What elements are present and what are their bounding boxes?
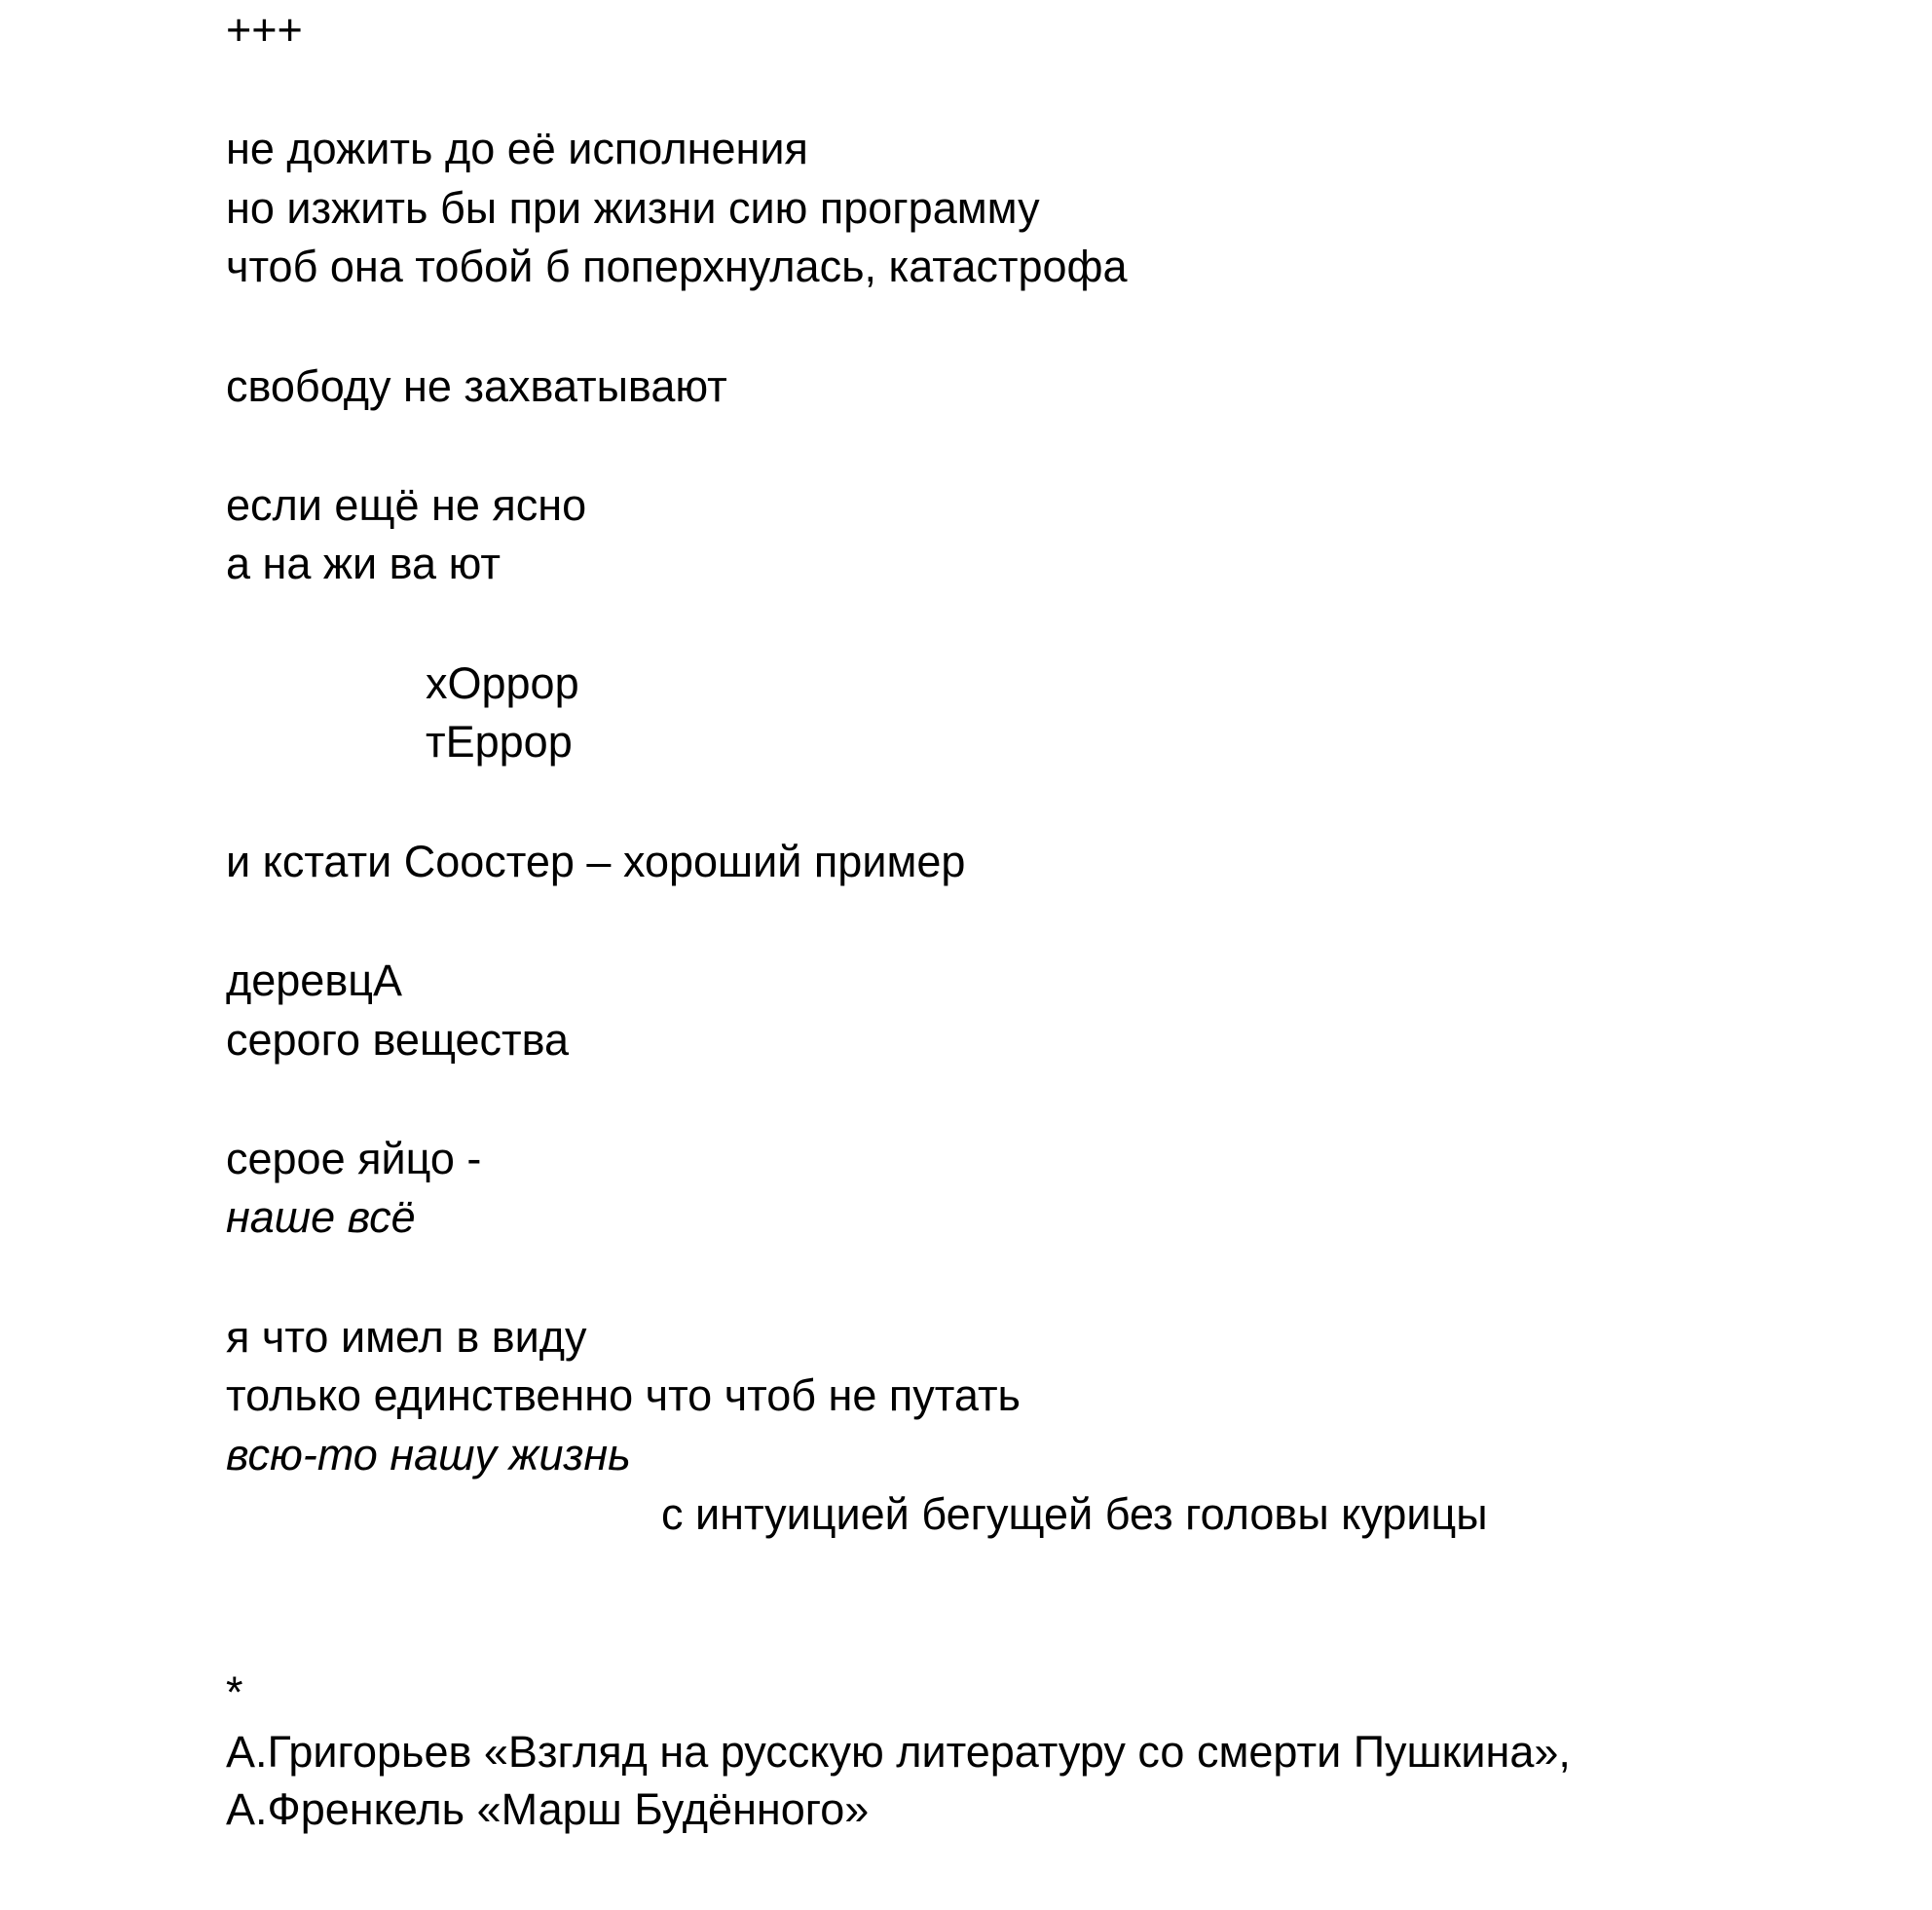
poem-line: серого вещества bbox=[226, 1015, 570, 1065]
footnote-line: А.Френкель «Марш Будённого» bbox=[226, 1784, 870, 1834]
footnote-line: А.Григорьев «Взгляд на русскую литературу со смерти Пушкина», bbox=[226, 1727, 1571, 1777]
poem-line: а на жи ва ют bbox=[226, 539, 501, 588]
poem-line: если ещё не ясно bbox=[226, 480, 587, 530]
poem-line: я что имел в виду bbox=[226, 1312, 587, 1362]
poem-line: с интуицией бегущей без головы курицы bbox=[661, 1489, 1488, 1539]
poem-line: и кстати Соостер – хороший пример bbox=[226, 837, 966, 886]
section-mark: +++ bbox=[226, 5, 303, 55]
poem-line: чтоб она тобой б поперхнулась, катастрофа bbox=[226, 242, 1128, 291]
poem-line-italic: всю-то нашу жизнь bbox=[226, 1430, 631, 1479]
poem-line: но изжить бы при жизни сию программу bbox=[226, 183, 1040, 233]
poem-line: тЕррор bbox=[426, 717, 573, 767]
poem-line: свободу не захватывают bbox=[226, 361, 727, 411]
poem-line: не дожить до её исполнения bbox=[226, 124, 808, 173]
poem-line: деревцА bbox=[226, 955, 403, 1005]
footnote-mark: * bbox=[226, 1667, 243, 1717]
poem-line: серое яйцо - bbox=[226, 1134, 482, 1183]
poem-line: только единственно что чтоб не путать bbox=[226, 1370, 1021, 1420]
poem-line: хОррор bbox=[426, 658, 579, 708]
poem-line-italic: наше всё bbox=[226, 1192, 416, 1242]
